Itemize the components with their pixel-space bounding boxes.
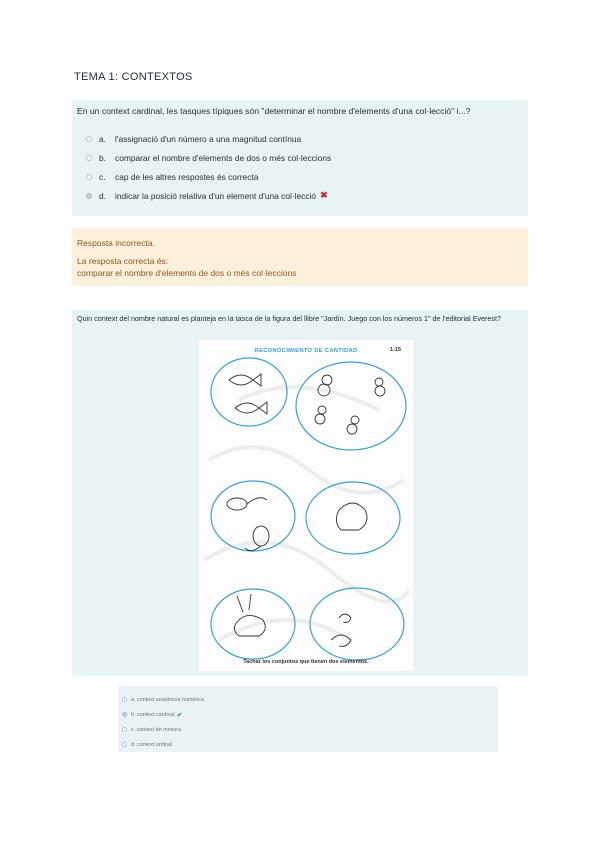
question-2-card — [72, 310, 528, 676]
q2-answer-letter-d: d. — [131, 741, 136, 748]
q2-radio-c[interactable] — [122, 727, 127, 732]
worksheet-image — [198, 339, 414, 672]
q2-answer-text-c: context de mesura — [136, 726, 182, 733]
feedback-status: Resposta incorrecta. — [77, 238, 155, 248]
q2-answer-letter-b: b. — [131, 711, 136, 718]
radio-d-selected[interactable] — [86, 193, 92, 199]
question-2-answers — [118, 686, 498, 752]
set-chicks — [296, 362, 406, 450]
answer-option-d[interactable] — [86, 186, 524, 205]
q2-answer-text-b: context cardinal — [137, 711, 175, 718]
q2-answer-letter-a: a. — [131, 696, 136, 703]
radio-c[interactable] — [86, 174, 92, 180]
page-title: TEMA 1: CONTEXTOS — [74, 71, 193, 83]
answer-option-c[interactable] — [86, 167, 524, 186]
q2-answer-option-c[interactable] — [122, 722, 498, 737]
q2-answer-option-b[interactable] — [122, 707, 498, 722]
question-1-card — [72, 100, 528, 216]
question-1-answers — [77, 129, 524, 205]
q2-radio-a[interactable] — [122, 697, 127, 702]
answer-letter-a: a. — [99, 133, 106, 144]
set-mice — [211, 481, 295, 551]
q2-answer-option-d[interactable] — [122, 737, 498, 752]
incorrect-icon: ✖ — [320, 190, 328, 200]
worksheet-drawing — [199, 340, 413, 671]
question-1-text: En un context cardinal, les tasques típiques són "determinar el nombre d'elements d'una col·lecció" i...? — [77, 106, 471, 116]
answer-letter-d: d. — [99, 190, 106, 201]
set-fish — [211, 358, 287, 426]
feedback-correct-answer: comparar el nombre d'elements de dos o més col·leccions — [77, 268, 297, 278]
answer-option-b[interactable] — [86, 148, 524, 167]
feedback-correct-label: La resposta correcta és: — [77, 256, 169, 266]
animal-sketches — [227, 374, 385, 646]
radio-a[interactable] — [86, 136, 92, 142]
q2-answer-text-a: context seqüència numèrica — [137, 696, 205, 703]
answer-text-a: l'assignació d'un número a una magnitud contínua — [115, 133, 302, 144]
q2-answer-text-d: context ordinal — [137, 741, 173, 748]
correct-check-icon: ✔ — [176, 711, 183, 719]
worksheet-header: RECONOCIMIENTO DE CANTIDAD — [254, 348, 358, 354]
answer-text-d: indicar la posició relativa d'un element d'una col·lecció — [115, 190, 317, 201]
q2-answer-letter-c: c. — [131, 726, 136, 733]
answer-text-b: comparar el nombre d'elements de dos o més col·leccions — [115, 152, 332, 163]
q2-radio-d[interactable] — [122, 742, 127, 747]
answer-option-a[interactable] — [86, 129, 524, 148]
q2-radio-b-selected[interactable] — [122, 712, 127, 717]
worksheet-page-number: 1-15 — [389, 347, 401, 353]
answer-letter-b: b. — [99, 152, 106, 163]
worksheet-instruction: Tachar los conjuntos que tienen dos elementos. — [243, 659, 369, 665]
radio-b[interactable] — [86, 155, 92, 161]
set-snails — [310, 588, 404, 660]
q2-answer-option-a[interactable] — [122, 692, 498, 707]
feedback-box — [72, 228, 528, 286]
question-2-text: Quin context del nombre natural es planteja en la tasca de la figura del llibre "Jardín. Juego con los números 1" de l'editorial Everest? — [77, 314, 501, 323]
answer-letter-c: c. — [99, 171, 106, 182]
answer-text-c: cap de les altres respostes és correcta — [115, 171, 259, 182]
